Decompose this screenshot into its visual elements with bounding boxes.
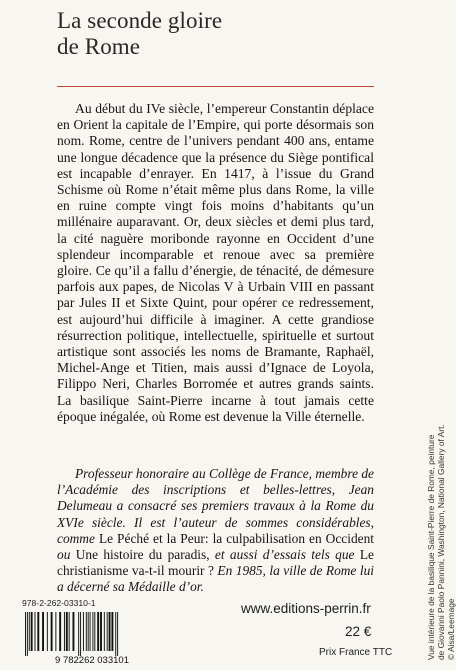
barcode-bar — [115, 612, 116, 656]
barcode-bar — [109, 612, 111, 651]
barcode-bar — [86, 612, 87, 651]
book-title-line-1: La seconde gloire — [57, 8, 223, 33]
author-bio-paragraph — [57, 466, 374, 596]
bio-segment-3: et aussi d’essais tels que — [214, 547, 355, 563]
barcode-bar — [47, 612, 48, 651]
price: 22 € — [345, 624, 372, 639]
publisher-website: www.editions-perrin.fr — [241, 601, 371, 616]
bio-book-3: Le christianisme va-t-il mourir ? — [57, 547, 374, 579]
barcode-bar — [100, 612, 102, 651]
barcode-bar — [51, 612, 53, 651]
barcode-bar — [59, 612, 61, 651]
book-title — [57, 8, 222, 60]
summary-paragraph: Au début du IVe siècle, l’empereur Constantin déplace en Orient la capitale de l’Empire, qui porte désormais son nom. Rome, centre de l’univers pendant 400 ans, entame une longue décadence que la présence du Siège pontifical est incapable d’enrayer. En 1417, à l’issue du Grand Schisme où Rome n’était même plus dans Rome, la ville en ruine compte vingt fois moins d’habitants qu’un millénaire auparavant. Or, deux siècles et demi plus tard, la cité naguère moribonde rayonne en Occident d’une splendeur incomparable et renoue avec sa première gloire. Ce qu’il a fallu d’énergie, de ténacité, de démesure parfois aux papes, de Nicolas V à Urbain VIII en passant par Jules II et Sixte Quint, pour opérer ce redressement, est aujourd’hui difficile à imaginer. A cette grandiose résurrection politique, intellectuelle, spirituelle et surtout artistique sont associés les noms de Bramante, Raphaël, Michel-Ange et Titien, mais aussi d’Ignace de Loyola, Filippo Neri, Charles Borromée et autres grands saints. La basilique Saint-Pierre incarne à tout jamais cette époque inégalée, où Rome est devenue la Ville éternelle. — [57, 101, 374, 424]
barcode-digits: 9 782262 033101 — [55, 655, 129, 666]
barcode-graphic — [17, 611, 167, 665]
bio-book-2: Une histoire du paradis, — [75, 547, 210, 563]
barcode-bar — [35, 612, 36, 651]
barcode-bar — [97, 612, 99, 651]
barcode-bar — [90, 612, 91, 651]
barcode-bar — [69, 612, 70, 651]
barcode-bar — [66, 612, 68, 651]
barcode-bar — [80, 612, 81, 656]
barcode-bar — [25, 612, 26, 656]
bio-segment-2: : la culpabilisation en Occident — [204, 530, 375, 546]
barcode-bar — [88, 612, 89, 651]
barcode-bar — [42, 612, 44, 651]
bio-segment-1: Professeur honoraire au Collège de France, membre de l’Académie des inscriptions et belles-lettres, Jean Delumeau a consacré ses premiers travaux à la Rome du XVIe siècle. Il est l’auteur de sommes considérables, comme — [57, 466, 374, 546]
barcode-bar — [92, 612, 93, 651]
barcode-bars — [25, 612, 118, 656]
image-credit-line-3: © Aisa/Leemage — [446, 598, 456, 660]
barcode — [17, 611, 167, 665]
summary-text — [57, 101, 374, 425]
price-note: Prix France TTC — [319, 647, 393, 658]
barcode-bar — [94, 612, 95, 651]
barcode-bar — [27, 612, 28, 656]
barcode-bar — [29, 612, 30, 651]
bio-segment-4: En 1985, la ville de Rome lui a décerné sa Médaille d’or. — [57, 563, 374, 595]
book-title-line-2: de Rome — [57, 34, 141, 59]
barcode-bar — [107, 612, 108, 651]
bio-conjunction: ou — [57, 547, 71, 563]
barcode-bar — [104, 612, 105, 651]
barcode-bar — [31, 612, 33, 651]
barcode-bar — [78, 612, 79, 656]
isbn-number: 978-2-262-03310-1 — [22, 598, 96, 608]
title-divider — [57, 86, 374, 87]
barcode-bar — [64, 612, 65, 651]
barcode-bar — [55, 612, 56, 651]
image-credit-line-2: de Giovanni Paolo Pannini, Washington, National Gallery of Art. — [436, 424, 446, 660]
author-bio — [57, 466, 374, 596]
barcode-bar — [117, 612, 118, 656]
barcode-bar — [83, 612, 84, 651]
barcode-bar — [73, 612, 75, 651]
image-credit — [426, 375, 456, 660]
bio-book-1: Le Péché et la Peur — [98, 530, 205, 546]
image-credit-line-1: Vue intérieure de la basilique Saint-Pierre de Rome, peinture — [426, 434, 436, 660]
barcode-bar — [111, 612, 113, 651]
barcode-bar — [37, 612, 39, 651]
